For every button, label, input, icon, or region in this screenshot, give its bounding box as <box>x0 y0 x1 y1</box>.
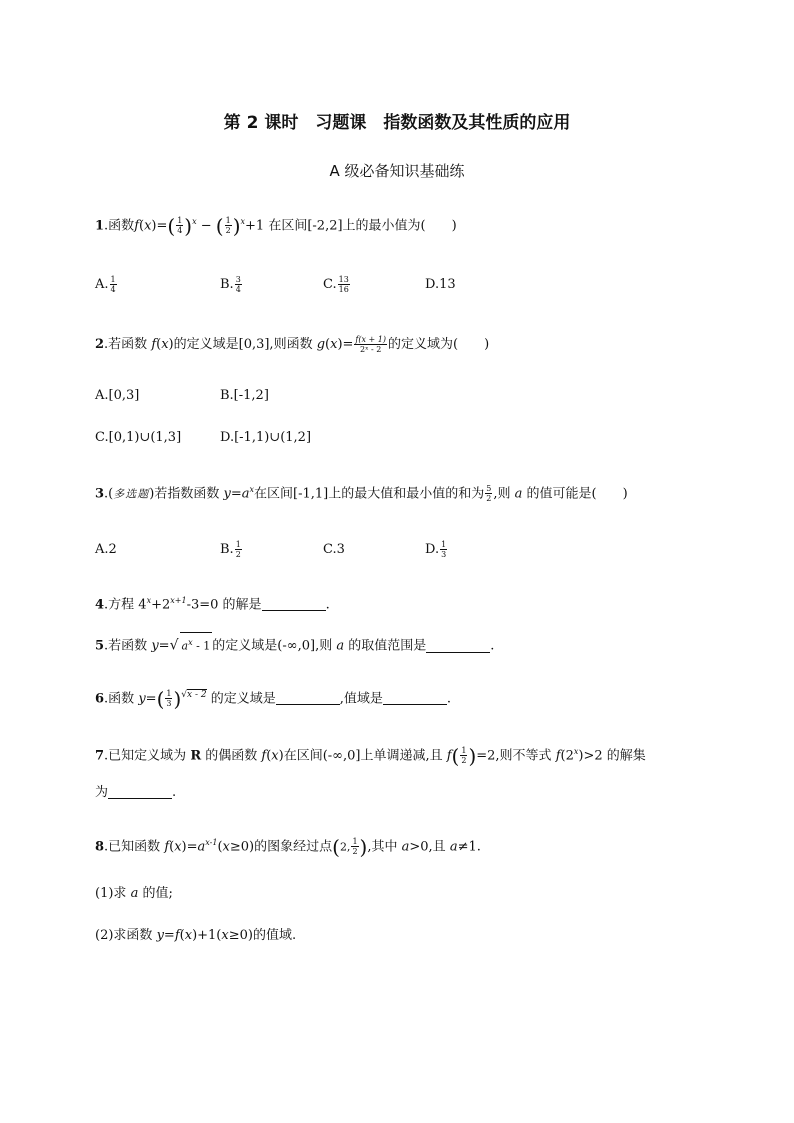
fraction: $\frac{1}{2}$ <box>225 216 231 236</box>
choice-d: D.[-1,1)∪(1,2] <box>220 430 312 445</box>
question-number: 1 <box>95 218 105 234</box>
exponent: x <box>192 217 197 226</box>
question-number: 4 <box>95 597 105 613</box>
answer-blank[interactable] <box>276 690 340 705</box>
text: ( <box>139 218 145 234</box>
fraction: $\frac{5}{2}$ <box>486 484 492 504</box>
question-number: 3 <box>95 486 105 502</box>
multi-choice-tag: 多选题 <box>113 487 150 501</box>
question-2: 2.若函数 f(x)的定义域是[0,3],则函数 g(x)= $\frac{f(x + 1)}{\text{2ˣ - 2}}$ 的定义域为( ) <box>95 335 490 354</box>
question-6: 6.函数 y=( $\frac{1}{3}$ )$^{√x - 2}$ 的定义域是 ,值域是 . <box>95 686 452 711</box>
choice-b: B. $\frac{1}{2}$ <box>220 540 241 559</box>
exponent: x <box>240 217 246 226</box>
paren: ) <box>232 213 241 238</box>
paren: ( <box>215 213 224 238</box>
question-7: 7.已知定义域为 R 的偶函数 f(x)在区间(-∞,0]上单调递减,且 f( $\frac{1}{2}$ )=2,则不等式 $f(2^x)>2$ 的解集 <box>95 743 646 768</box>
paren: ( <box>167 213 176 238</box>
text: − <box>196 218 216 234</box>
radicand: $a^x - 1$ <box>180 632 213 657</box>
fraction: $\frac{1}{2}$ <box>461 746 467 766</box>
question-number: 7 <box>95 748 105 764</box>
question-1 <box>95 212 457 236</box>
answer-blank[interactable] <box>426 638 490 653</box>
choice-b: B. $\frac{3}{4}$ <box>220 275 241 294</box>
question-7-continued: 为 . <box>95 785 177 800</box>
fraction: $\frac{1}{3}$ <box>166 689 172 709</box>
answer-blank[interactable] <box>108 784 172 799</box>
question-8: 8.已知函数 $f(x)=a^{x-1}(x\ge 0)$的图象经过点(2, $\frac{1}{2}$ ),其中 a>0,且 a≠1. <box>95 834 481 859</box>
question-number: 2 <box>95 337 105 352</box>
fraction: $\frac{1}{4}$ <box>177 216 183 236</box>
answer-blank[interactable] <box>383 690 447 705</box>
choice-b: B.[-1,2] <box>220 388 269 403</box>
question-number: 8 <box>95 839 105 855</box>
text: +1 在区间[-2,2]上的最小值为( ) <box>245 218 457 234</box>
page-title: 第 2 课时 习题课 指数函数及其性质的应用 <box>223 113 571 133</box>
choice-a: A. $\frac{1}{4}$ <box>95 275 116 294</box>
answer-blank[interactable] <box>262 596 326 611</box>
text: f <box>134 218 139 234</box>
choice-a: A.[0,3] <box>95 388 140 403</box>
fraction: $\frac{1}{2}$ <box>352 837 358 857</box>
question-8-part-2: (2)求函数 y=f(x)+1(x≥0)的值域. <box>95 928 297 943</box>
section-subtitle: A 级必备知识基础练 <box>329 162 465 180</box>
choice-d: D.13 <box>425 277 456 292</box>
question-5: 5.若函数 y=√ $a^x - 1$ 的定义域是(-∞,0],则 a 的取值范围是 . <box>95 632 494 657</box>
choice-c: C. $\frac{13}{16}$ <box>323 275 349 294</box>
radical-sign: √ <box>169 637 179 654</box>
text: x <box>144 218 152 234</box>
fraction: $\frac{f(x + 1)}{\text{2ˣ - 2}}$ <box>355 335 387 354</box>
text: )= <box>151 218 168 234</box>
choice-d: D. $\frac{1}{3}$ <box>425 540 447 559</box>
question-number: 6 <box>95 691 105 707</box>
question-8-part-1: (1)求 a 的值; <box>95 886 173 901</box>
choice-a: A.2 <box>95 542 117 557</box>
question-4: 4.方程 $4^x+2^{x+1}-3=0$ 的解是 . <box>95 596 330 613</box>
text: .函数 <box>104 218 135 234</box>
choice-c: C.[0,1)∪(1,3] <box>95 430 182 445</box>
question-number: 5 <box>95 638 105 654</box>
choice-c: C.3 <box>323 542 345 557</box>
paren: ) <box>184 213 193 238</box>
question-3: 3.(多选题)若指数函数 $y=a^x$在区间[-1,1]上的最大值和最小值的和为 $\frac{5}{2}$ ,则 a 的值可能是( ) <box>95 484 628 504</box>
